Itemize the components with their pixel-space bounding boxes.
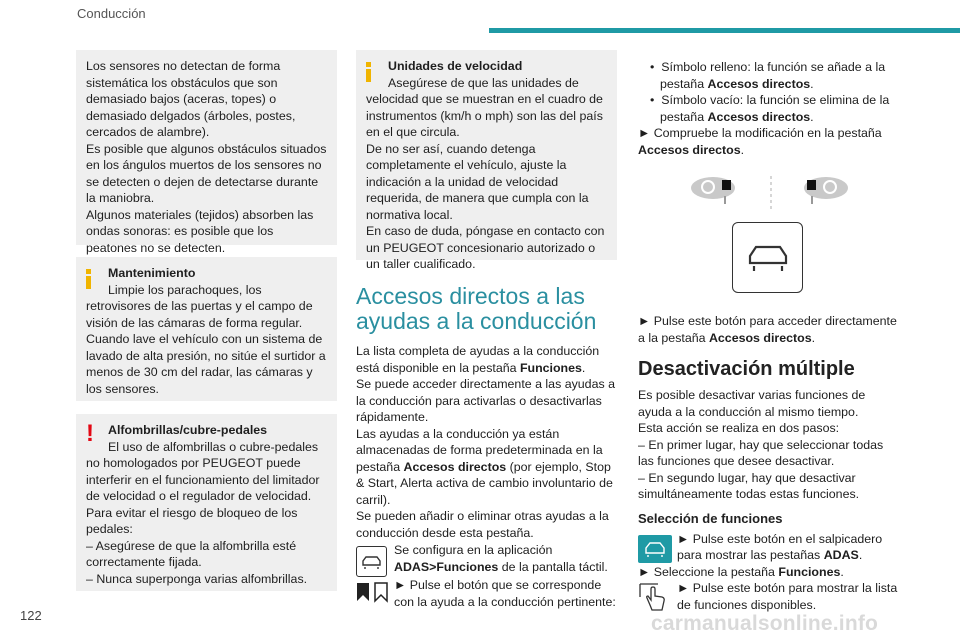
warning-icon: ! — [86, 420, 94, 447]
sensors-text-2: Es posible que algunos obstáculos situados en los ángulos muertos de los sensores no se detecten o dejen de detectarse durante la maniobra. — [86, 141, 327, 205]
press-shortcuts-instruction: ► Pulse este botón para acceder directamente a la pestaña Accesos directos. — [638, 314, 897, 345]
speed-units-text-3: En caso de duda, póngase en contacto con un PEUGEOT concesionario autorizado o un taller cualificado. — [366, 224, 605, 271]
bullet-filled: • Símbolo relleno: la función se añade a la pestaña Accesos directos. — [650, 60, 886, 91]
header-accent-bar — [489, 28, 960, 33]
page-number: 122 — [20, 608, 42, 623]
filled-empty-symbol-icon — [356, 581, 390, 603]
multiple-step-2: – En segundo lugar, hay que desactivar simultáneamente todas estas funciones. — [638, 470, 860, 501]
info-note-icon — [366, 62, 372, 82]
selection-row-1: ► Pulse este botón en el salpicadero para mostrar las pestañas ADAS. — [638, 531, 899, 564]
steering-wheel-illustration — [638, 168, 899, 222]
mats-text-1: El uso de alfombrillas o cubre-pedales no homologados por PEUGEOT puede interferir en el funcionamiento del limitador de velocidad o el regulador de velocidad. — [86, 439, 320, 503]
adas-car-icon — [638, 535, 672, 563]
shortcuts-para-1: La lista completa de ayudas a la conducción está disponible en la pestaña Funciones. — [356, 344, 600, 375]
maintenance-text-1: Limpie los parachoques, los retrovisores de las puertas y el campo de visión de las cámaras de forma regular. — [86, 282, 313, 330]
maintenance-text-2: Cuando lave el vehículo con un sistema de lavado de alta presión, no sitúe el surtidor a menos de 30 cm del radar, las cámaras y los sensores. — [86, 332, 326, 396]
speed-units-note-box — [356, 50, 617, 271]
press-row: ► Pulse el botón que se corresponde con la ayuda a la conducción pertinente: — [356, 577, 617, 610]
mats-text-2: Para evitar el riesgo de bloqueo de los pedales: — [86, 505, 298, 536]
watermark: carmanualsonline.info — [651, 612, 879, 635]
section-title-multiple: Desactivación múltiple — [638, 358, 855, 380]
selection-step-2: ► Seleccione la pestaña Funciones. — [638, 564, 844, 579]
mats-text-3: – Asegúrese de que la alfombrilla esté correctamente fijada. — [86, 538, 297, 569]
sensors-text-1: Los sensores no detectan de forma sistemática los obstáculos que son demasiado bajos (aceras, topes) o demasiado delgados (árboles, postes, cercados de alambre). — [86, 59, 296, 139]
maintenance-title: Mantenimiento — [108, 266, 196, 280]
maintenance-note-box — [76, 257, 337, 401]
multiple-step-1: – En primer lugar, hay que seleccionar todas las funciones que desee desactivar. — [638, 437, 884, 468]
shortcuts-button-icon — [732, 222, 803, 293]
page-header-title: Conducción — [77, 6, 146, 21]
shortcuts-para-3: Las ayudas a la conducción ya están almacenadas de forma predeterminada en la pestaña Accesos directos (por ejemplo, Stop & Start, Alerta activa de cambio involuntario de carril). — [356, 426, 613, 507]
speed-units-text-1: Asegúrese de que las unidades de velocidad que se muestran en el cuadro de instrumentos (km/h o mph) son las del país en el que circula. — [366, 75, 603, 139]
column-3 — [638, 50, 899, 613]
bullet-empty: • Símbolo vacío: la función se elimina de la pestaña Accesos directos. — [650, 93, 890, 124]
multiple-intro-2: Esta acción se realiza en dos pasos: — [638, 421, 840, 435]
selection-row-3: ► Pulse este botón para mostrar la lista de funciones disponibles. — [638, 580, 899, 613]
sensors-text-3: Algunos materiales (tejidos) absorben las ondas sonoras: es posible que los peatones no se detecten. — [86, 207, 314, 255]
mats-text-4: – Nunca superponga varias alfombrillas. — [86, 571, 308, 586]
shortcuts-para-2: Se puede acceder directamente a las ayudas a la conducción para activarlas o desactivarlas rápidamente. — [356, 377, 615, 424]
multiple-intro-1: Es posible desactivar varias funciones de ayuda a la conducción al mismo tiempo. — [638, 388, 866, 419]
speed-units-text-2: De no ser así, cuando detenga completamente el vehículo, ajuste la indicación a la unidad de velocidad requerida, de manera que cumpla con la normativa local. — [366, 141, 589, 222]
sensors-info-box — [76, 50, 337, 255]
car-icon — [356, 546, 387, 577]
config-row: Se configura en la aplicación ADAS>Funciones de la pantalla táctil. — [356, 542, 617, 575]
touch-hand-icon — [638, 581, 669, 612]
speed-units-title: Unidades de velocidad — [388, 59, 523, 73]
column-1 — [76, 50, 337, 591]
subsection-title: Selección de funciones — [638, 510, 783, 526]
info-note-icon — [86, 269, 92, 289]
shortcuts-para-4: Se pueden añadir o eliminar otras ayudas a la conducción desde esta pestaña. — [356, 509, 609, 540]
section-title-shortcuts: Accesos directos a las ayudas a la conducción — [356, 283, 597, 334]
column-2 — [356, 50, 617, 610]
check-instruction: ► Compruebe la modificación en la pestaña Accesos directos. — [638, 126, 882, 157]
mats-warning-box — [76, 414, 337, 591]
mats-title: Alfombrillas/cubre-pedales — [108, 423, 268, 437]
